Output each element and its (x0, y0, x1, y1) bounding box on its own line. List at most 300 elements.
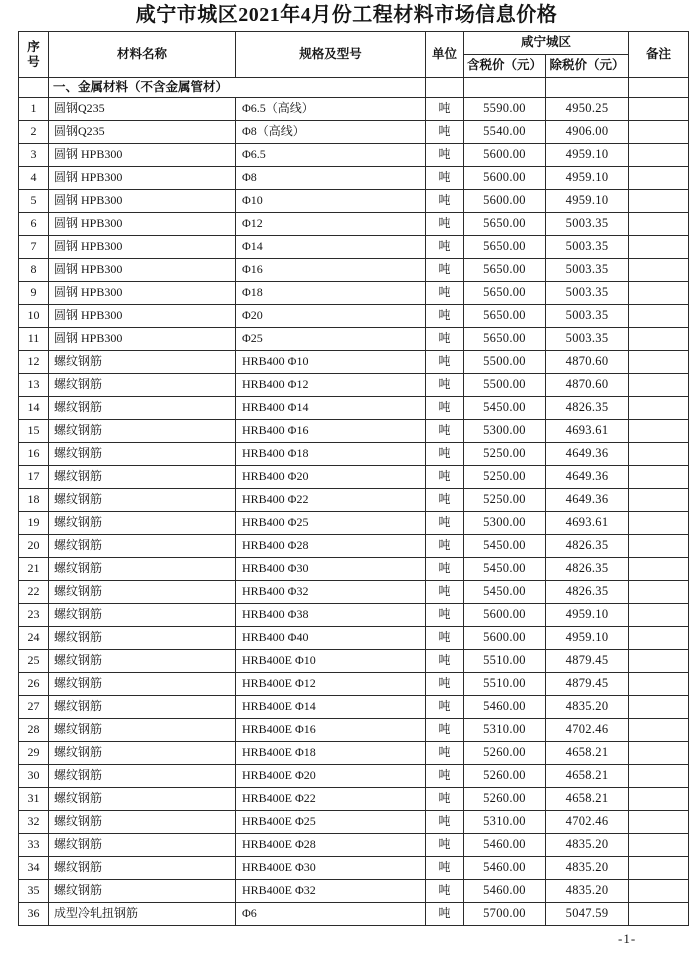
cell-unit: 吨 (426, 558, 464, 581)
cell-spec: Φ6 (236, 903, 426, 926)
table-row (19, 351, 689, 374)
cell-price-incl-tax: 5650.00 (464, 236, 546, 259)
cell-material-name: 螺纹钢筋 (49, 673, 236, 696)
cell-unit: 吨 (426, 627, 464, 650)
cell-price-incl-tax: 5600.00 (464, 627, 546, 650)
col-header-spec: 规格及型号 (236, 32, 426, 78)
cell-price-excl-tax: 5003.35 (546, 236, 629, 259)
cell-material-name: 螺纹钢筋 (49, 696, 236, 719)
cell-remark (629, 489, 689, 512)
cell-price-excl-tax: 4658.21 (546, 742, 629, 765)
cell-material-name: 螺纹钢筋 (49, 420, 236, 443)
table-row (19, 742, 689, 765)
cell-remark (629, 328, 689, 351)
cell-seq: 18 (19, 489, 49, 512)
table-row (19, 650, 689, 673)
cell-material-name: 螺纹钢筋 (49, 788, 236, 811)
cell-seq: 12 (19, 351, 49, 374)
cell-material-name: 螺纹钢筋 (49, 466, 236, 489)
cell-seq: 7 (19, 236, 49, 259)
cell-price-excl-tax: 4870.60 (546, 351, 629, 374)
cell-material-name: 螺纹钢筋 (49, 719, 236, 742)
cell-unit: 吨 (426, 604, 464, 627)
cell-remark (629, 788, 689, 811)
cell-material-name: 螺纹钢筋 (49, 489, 236, 512)
cell-price-excl-tax: 4835.20 (546, 857, 629, 880)
table-row (19, 259, 689, 282)
cell-seq: 3 (19, 144, 49, 167)
cell-price-incl-tax: 5300.00 (464, 420, 546, 443)
cell-material-name: 螺纹钢筋 (49, 857, 236, 880)
cell-remark (629, 650, 689, 673)
cell-unit: 吨 (426, 397, 464, 420)
cell-unit: 吨 (426, 259, 464, 282)
cell-spec: Φ18 (236, 282, 426, 305)
cell-spec: HRB400 Φ30 (236, 558, 426, 581)
cell-material-name: 螺纹钢筋 (49, 765, 236, 788)
cell-material-name: 螺纹钢筋 (49, 512, 236, 535)
cell-unit: 吨 (426, 236, 464, 259)
cell-spec: Φ20 (236, 305, 426, 328)
cell-price-incl-tax: 5460.00 (464, 857, 546, 880)
table-row (19, 489, 689, 512)
cell-price-excl-tax: 5003.35 (546, 305, 629, 328)
table-row (19, 857, 689, 880)
cell-price-excl-tax: 4870.60 (546, 374, 629, 397)
table-row (19, 121, 689, 144)
table-row (19, 581, 689, 604)
cell-price-excl-tax: 4879.45 (546, 673, 629, 696)
cell-unit: 吨 (426, 98, 464, 121)
cell-price-incl-tax: 5600.00 (464, 144, 546, 167)
cell-price-excl-tax: 4649.36 (546, 443, 629, 466)
cell-material-name: 螺纹钢筋 (49, 834, 236, 857)
cell-price-incl-tax: 5510.00 (464, 673, 546, 696)
cell-spec: HRB400E Φ20 (236, 765, 426, 788)
cell-seq: 19 (19, 512, 49, 535)
cell-price-excl-tax: 4950.25 (546, 98, 629, 121)
cell-remark (629, 512, 689, 535)
cell-remark (629, 742, 689, 765)
cell-unit: 吨 (426, 903, 464, 926)
cell-spec: HRB400E Φ25 (236, 811, 426, 834)
cell-remark (629, 811, 689, 834)
table-row (19, 604, 689, 627)
cell-remark (629, 857, 689, 880)
cell-seq: 4 (19, 167, 49, 190)
cell-remark (629, 98, 689, 121)
cell-spec: HRB400 Φ40 (236, 627, 426, 650)
section-title: 一、金属材料（不含金属管材） (49, 78, 426, 98)
cell-remark (629, 834, 689, 857)
cell-seq: 13 (19, 374, 49, 397)
cell-price-incl-tax: 5650.00 (464, 282, 546, 305)
table-row (19, 144, 689, 167)
cell-price-incl-tax: 5650.00 (464, 328, 546, 351)
cell-material-name: 螺纹钢筋 (49, 535, 236, 558)
table-row (19, 374, 689, 397)
cell-spec: HRB400 Φ25 (236, 512, 426, 535)
cell-remark (629, 765, 689, 788)
cell-price-excl-tax: 5003.35 (546, 213, 629, 236)
table-row (19, 765, 689, 788)
cell-material-name: 圆钢Q235 (49, 121, 236, 144)
cell-price-incl-tax: 5590.00 (464, 98, 546, 121)
cell-material-name: 圆钢 HPB300 (49, 305, 236, 328)
cell-unit: 吨 (426, 742, 464, 765)
cell-unit: 吨 (426, 420, 464, 443)
cell-spec: HRB400 Φ22 (236, 489, 426, 512)
cell-seq: 16 (19, 443, 49, 466)
cell-unit: 吨 (426, 374, 464, 397)
table-row (19, 627, 689, 650)
page-number: -1- (618, 931, 637, 946)
cell-price-incl-tax: 5450.00 (464, 558, 546, 581)
cell-price-excl-tax: 5003.35 (546, 259, 629, 282)
cell-spec: Φ6.5（高线） (236, 98, 426, 121)
cell-seq: 8 (19, 259, 49, 282)
table-row (19, 420, 689, 443)
cell-spec: HRB400E Φ30 (236, 857, 426, 880)
cell-remark (629, 535, 689, 558)
cell-spec: HRB400 Φ14 (236, 397, 426, 420)
cell-price-excl-tax: 4835.20 (546, 696, 629, 719)
cell-remark (629, 420, 689, 443)
cell-unit: 吨 (426, 811, 464, 834)
cell-unit: 吨 (426, 650, 464, 673)
cell-price-incl-tax: 5540.00 (464, 121, 546, 144)
table-row (19, 558, 689, 581)
cell-material-name: 螺纹钢筋 (49, 650, 236, 673)
cell-price-excl-tax: 4959.10 (546, 167, 629, 190)
cell-price-excl-tax: 4658.21 (546, 788, 629, 811)
cell-remark (629, 673, 689, 696)
cell-unit: 吨 (426, 512, 464, 535)
cell-material-name: 螺纹钢筋 (49, 880, 236, 903)
cell-spec: HRB400E Φ10 (236, 650, 426, 673)
cell-material-name: 螺纹钢筋 (49, 374, 236, 397)
cell-material-name: 圆钢 HPB300 (49, 213, 236, 236)
cell-seq: 21 (19, 558, 49, 581)
col-header-price-incl-tax: 含税价（元） (464, 55, 546, 78)
cell-price-incl-tax: 5310.00 (464, 811, 546, 834)
header-row-1 (19, 32, 689, 55)
cell-price-excl-tax: 4826.35 (546, 535, 629, 558)
cell-unit: 吨 (426, 535, 464, 558)
table-row (19, 834, 689, 857)
cell-price-incl-tax: 5310.00 (464, 719, 546, 742)
cell-price-incl-tax: 5260.00 (464, 765, 546, 788)
cell-unit: 吨 (426, 213, 464, 236)
section-empty-cell (546, 78, 629, 98)
cell-price-excl-tax: 5003.35 (546, 328, 629, 351)
cell-seq: 28 (19, 719, 49, 742)
table-row (19, 788, 689, 811)
cell-remark (629, 190, 689, 213)
cell-unit: 吨 (426, 351, 464, 374)
cell-price-incl-tax: 5700.00 (464, 903, 546, 926)
cell-price-excl-tax: 4959.10 (546, 627, 629, 650)
cell-seq: 14 (19, 397, 49, 420)
cell-price-excl-tax: 4826.35 (546, 581, 629, 604)
col-header-unit: 单位 (426, 32, 464, 78)
table-row (19, 397, 689, 420)
cell-unit: 吨 (426, 190, 464, 213)
cell-unit: 吨 (426, 857, 464, 880)
cell-unit: 吨 (426, 443, 464, 466)
cell-unit: 吨 (426, 167, 464, 190)
cell-unit: 吨 (426, 581, 464, 604)
cell-remark (629, 305, 689, 328)
cell-seq: 5 (19, 190, 49, 213)
cell-remark (629, 627, 689, 650)
cell-price-excl-tax: 4879.45 (546, 650, 629, 673)
cell-price-incl-tax: 5250.00 (464, 489, 546, 512)
cell-unit: 吨 (426, 466, 464, 489)
table-row (19, 903, 689, 926)
table-row (19, 98, 689, 121)
col-header-seq: 序号 (19, 32, 49, 78)
cell-spec: Φ25 (236, 328, 426, 351)
cell-spec: HRB400 Φ32 (236, 581, 426, 604)
table-row (19, 673, 689, 696)
cell-spec: HRB400 Φ28 (236, 535, 426, 558)
cell-price-excl-tax: 4702.46 (546, 811, 629, 834)
cell-seq: 29 (19, 742, 49, 765)
table-row (19, 305, 689, 328)
cell-unit: 吨 (426, 880, 464, 903)
cell-spec: Φ6.5 (236, 144, 426, 167)
cell-material-name: 圆钢 HPB300 (49, 167, 236, 190)
cell-price-excl-tax: 5003.35 (546, 282, 629, 305)
table-row (19, 466, 689, 489)
cell-remark (629, 351, 689, 374)
cell-price-excl-tax: 4649.36 (546, 466, 629, 489)
table-row (19, 282, 689, 305)
table-row (19, 696, 689, 719)
cell-spec: HRB400E Φ18 (236, 742, 426, 765)
table-row (19, 443, 689, 466)
cell-unit: 吨 (426, 765, 464, 788)
cell-price-incl-tax: 5500.00 (464, 374, 546, 397)
cell-remark (629, 397, 689, 420)
cell-material-name: 螺纹钢筋 (49, 811, 236, 834)
cell-spec: HRB400E Φ14 (236, 696, 426, 719)
cell-seq: 36 (19, 903, 49, 926)
cell-material-name: 螺纹钢筋 (49, 397, 236, 420)
cell-material-name: 圆钢 HPB300 (49, 190, 236, 213)
cell-spec: Φ8（高线） (236, 121, 426, 144)
cell-spec: HRB400 Φ10 (236, 351, 426, 374)
cell-price-excl-tax: 4835.20 (546, 880, 629, 903)
cell-price-incl-tax: 5250.00 (464, 466, 546, 489)
cell-seq: 35 (19, 880, 49, 903)
cell-price-incl-tax: 5500.00 (464, 351, 546, 374)
cell-spec: HRB400E Φ16 (236, 719, 426, 742)
table-row (19, 213, 689, 236)
cell-price-incl-tax: 5450.00 (464, 535, 546, 558)
section-seq-cell (19, 78, 49, 98)
cell-material-name: 圆钢 HPB300 (49, 282, 236, 305)
cell-seq: 33 (19, 834, 49, 857)
cell-price-incl-tax: 5460.00 (464, 880, 546, 903)
cell-price-incl-tax: 5600.00 (464, 190, 546, 213)
cell-unit: 吨 (426, 788, 464, 811)
cell-spec: Φ16 (236, 259, 426, 282)
cell-price-incl-tax: 5460.00 (464, 696, 546, 719)
cell-unit: 吨 (426, 719, 464, 742)
cell-material-name: 圆钢 HPB300 (49, 259, 236, 282)
cell-price-excl-tax: 4658.21 (546, 765, 629, 788)
cell-seq: 26 (19, 673, 49, 696)
cell-seq: 20 (19, 535, 49, 558)
cell-price-incl-tax: 5260.00 (464, 742, 546, 765)
cell-unit: 吨 (426, 489, 464, 512)
cell-remark (629, 604, 689, 627)
cell-spec: HRB400 Φ20 (236, 466, 426, 489)
cell-seq: 17 (19, 466, 49, 489)
cell-unit: 吨 (426, 673, 464, 696)
cell-seq: 32 (19, 811, 49, 834)
cell-remark (629, 719, 689, 742)
cell-remark (629, 443, 689, 466)
cell-price-excl-tax: 4702.46 (546, 719, 629, 742)
cell-spec: Φ12 (236, 213, 426, 236)
col-header-material-name: 材料名称 (49, 32, 236, 78)
cell-price-incl-tax: 5510.00 (464, 650, 546, 673)
col-header-region-group: 咸宁城区 (464, 32, 629, 55)
cell-remark (629, 167, 689, 190)
cell-price-excl-tax: 4959.10 (546, 190, 629, 213)
cell-spec: HRB400 Φ38 (236, 604, 426, 627)
cell-seq: 23 (19, 604, 49, 627)
cell-spec: HRB400 Φ16 (236, 420, 426, 443)
cell-seq: 22 (19, 581, 49, 604)
cell-seq: 15 (19, 420, 49, 443)
table-row (19, 811, 689, 834)
table-row (19, 535, 689, 558)
cell-material-name: 螺纹钢筋 (49, 604, 236, 627)
cell-price-excl-tax: 4959.10 (546, 144, 629, 167)
cell-seq: 24 (19, 627, 49, 650)
cell-seq: 9 (19, 282, 49, 305)
cell-remark (629, 374, 689, 397)
cell-price-excl-tax: 4826.35 (546, 397, 629, 420)
cell-remark (629, 213, 689, 236)
cell-material-name: 螺纹钢筋 (49, 351, 236, 374)
cell-remark (629, 144, 689, 167)
cell-material-name: 成型冷轧扭钢筋 (49, 903, 236, 926)
cell-price-incl-tax: 5600.00 (464, 604, 546, 627)
cell-remark (629, 903, 689, 926)
cell-material-name: 圆钢 HPB300 (49, 144, 236, 167)
document-page (0, 3, 693, 946)
cell-spec: HRB400E Φ12 (236, 673, 426, 696)
cell-price-incl-tax: 5650.00 (464, 259, 546, 282)
material-price-table (18, 31, 689, 926)
table-row (19, 236, 689, 259)
table-row (19, 719, 689, 742)
cell-seq: 34 (19, 857, 49, 880)
cell-spec: HRB400 Φ12 (236, 374, 426, 397)
table-row (19, 880, 689, 903)
col-header-remark: 备注 (629, 32, 689, 78)
cell-spec: Φ14 (236, 236, 426, 259)
cell-seq: 27 (19, 696, 49, 719)
cell-price-incl-tax: 5650.00 (464, 213, 546, 236)
cell-unit: 吨 (426, 121, 464, 144)
cell-material-name: 螺纹钢筋 (49, 742, 236, 765)
cell-material-name: 圆钢 HPB300 (49, 328, 236, 351)
cell-material-name: 螺纹钢筋 (49, 627, 236, 650)
cell-seq: 2 (19, 121, 49, 144)
cell-seq: 25 (19, 650, 49, 673)
cell-unit: 吨 (426, 144, 464, 167)
cell-material-name: 圆钢 HPB300 (49, 236, 236, 259)
cell-seq: 11 (19, 328, 49, 351)
cell-seq: 1 (19, 98, 49, 121)
cell-material-name: 螺纹钢筋 (49, 443, 236, 466)
cell-price-incl-tax: 5650.00 (464, 305, 546, 328)
cell-price-incl-tax: 5450.00 (464, 397, 546, 420)
cell-remark (629, 466, 689, 489)
cell-price-excl-tax: 4959.10 (546, 604, 629, 627)
cell-seq: 30 (19, 765, 49, 788)
cell-seq: 6 (19, 213, 49, 236)
cell-price-incl-tax: 5460.00 (464, 834, 546, 857)
cell-unit: 吨 (426, 305, 464, 328)
cell-spec: Φ8 (236, 167, 426, 190)
cell-material-name: 螺纹钢筋 (49, 581, 236, 604)
cell-seq: 31 (19, 788, 49, 811)
cell-price-excl-tax: 4835.20 (546, 834, 629, 857)
cell-remark (629, 581, 689, 604)
cell-spec: Φ10 (236, 190, 426, 213)
cell-remark (629, 696, 689, 719)
cell-material-name: 圆钢Q235 (49, 98, 236, 121)
cell-remark (629, 259, 689, 282)
section-empty-cell (426, 78, 464, 98)
cell-unit: 吨 (426, 282, 464, 305)
section-empty-cell (464, 78, 546, 98)
cell-unit: 吨 (426, 834, 464, 857)
cell-price-excl-tax: 4693.61 (546, 420, 629, 443)
cell-price-excl-tax: 4826.35 (546, 558, 629, 581)
cell-spec: HRB400E Φ28 (236, 834, 426, 857)
cell-unit: 吨 (426, 696, 464, 719)
section-header-row (19, 78, 689, 98)
col-header-price-excl-tax: 除税价（元） (546, 55, 629, 78)
section-empty-cell (629, 78, 689, 98)
cell-spec: HRB400E Φ22 (236, 788, 426, 811)
cell-price-incl-tax: 5300.00 (464, 512, 546, 535)
cell-price-incl-tax: 5600.00 (464, 167, 546, 190)
table-row (19, 328, 689, 351)
page-title: 咸宁市城区2021年4月份工程材料市场信息价格 (135, 4, 558, 26)
cell-price-incl-tax: 5250.00 (464, 443, 546, 466)
cell-remark (629, 558, 689, 581)
cell-spec: HRB400 Φ18 (236, 443, 426, 466)
cell-price-incl-tax: 5260.00 (464, 788, 546, 811)
cell-price-incl-tax: 5450.00 (464, 581, 546, 604)
cell-material-name: 螺纹钢筋 (49, 558, 236, 581)
cell-remark (629, 880, 689, 903)
cell-remark (629, 282, 689, 305)
cell-price-excl-tax: 5047.59 (546, 903, 629, 926)
cell-price-excl-tax: 4693.61 (546, 512, 629, 535)
cell-seq: 10 (19, 305, 49, 328)
cell-unit: 吨 (426, 328, 464, 351)
